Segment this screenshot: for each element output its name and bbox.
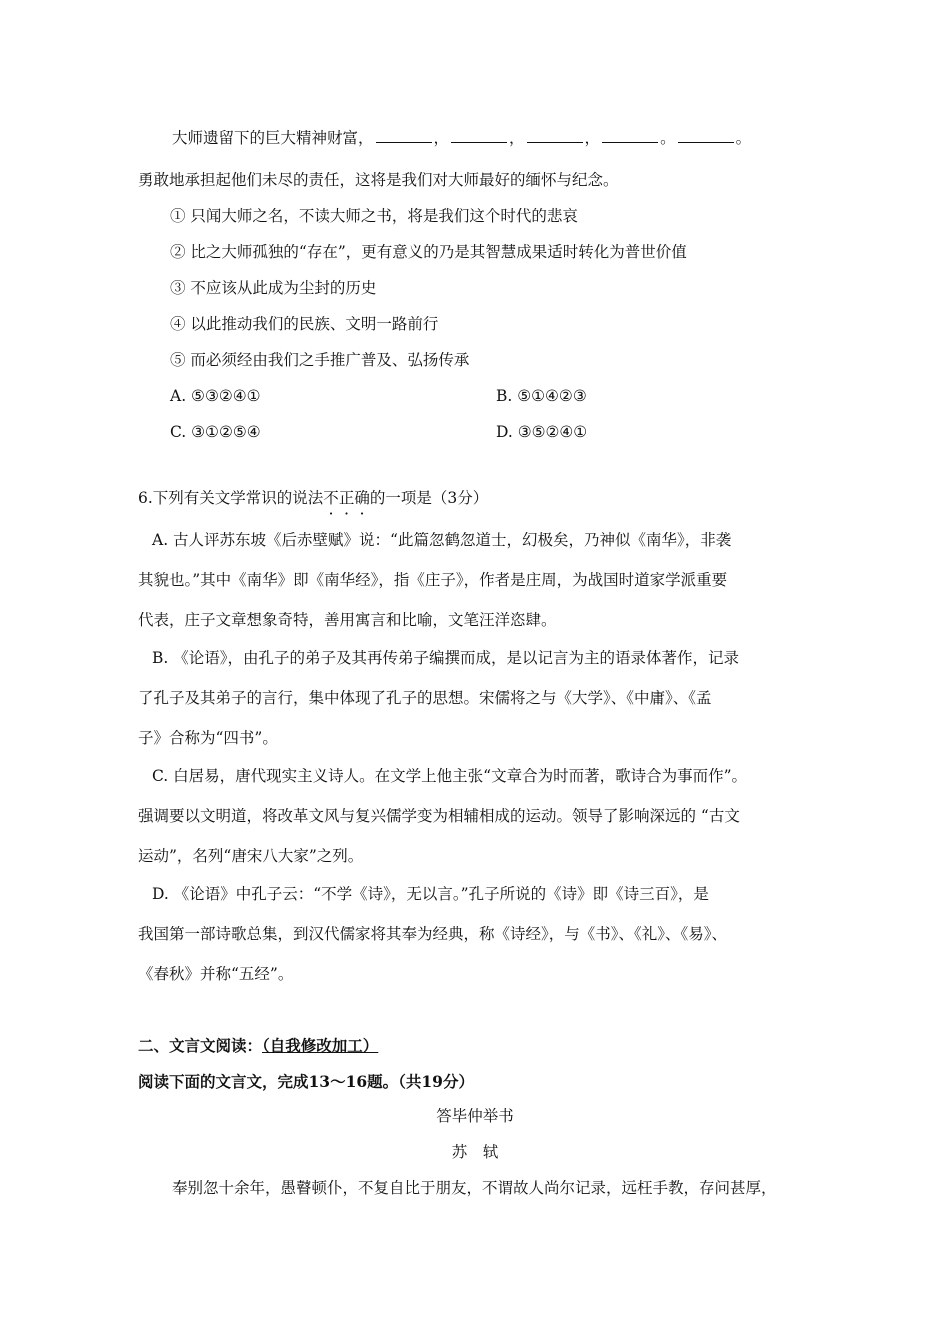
sentence-3: ③ 不应该从此成为尘封的历史 (170, 279, 377, 297)
punctuation: ， (433, 129, 450, 147)
q6-option-d-line-1: D. 《论语》中孔子云：“不学《诗》，无以言。”孔子所说的《诗》即《诗三百》，是 (152, 885, 709, 903)
punctuation: 。 (660, 129, 676, 147)
q6-option-c-line-1: C. 白居易，唐代现实主义诗人。在文学上他主张“文章合为时而著，歌诗合为事而作”。 (152, 767, 748, 785)
q6-option-b-line-3: 子》合称为“四书”。 (138, 729, 278, 747)
section-note: （自我修改加工） (262, 1036, 379, 1055)
q6-option-a-line-2: 其貌也。”其中《南华》即《南华经》，指《庄子》，作者是庄周，为战国时道家学派重要 (138, 571, 728, 589)
emphasis-char: 确 (354, 489, 370, 507)
passage-line-1 (172, 128, 751, 148)
sentence-1: ① 只闻大师之名，不读大师之书，将是我们这个时代的悲哀 (170, 207, 578, 225)
question-text: 的一项是（3分） (369, 489, 489, 507)
option-c: C. ③①②⑤④ (170, 423, 261, 441)
answer-blank (451, 128, 507, 143)
sentence-4: ④ 以此推动我们的民族、文明一路前行 (170, 315, 439, 333)
section-heading (138, 1036, 378, 1056)
punctuation: ， (584, 129, 601, 147)
q6-option-c-line-2: 强调要以文明道，将改革文风与复兴儒学变为相辅相成的运动。领导了影响深远的 “古文 (138, 807, 740, 825)
sentence-2: ② 比之大师孤独的“存在”，更有意义的乃是其智慧成果适时转化为普世价值 (170, 243, 687, 261)
option-b: B. ⑤①④②③ (496, 387, 587, 405)
punctuation: ， (509, 129, 525, 147)
answer-blank (602, 128, 658, 143)
q6-option-a-line-3: 代表，庄子文章想象奇特，善用寓言和比喻，文笔汪洋恣肆。 (138, 611, 557, 629)
q6-option-b-line-2: 了孔子及其弟子的言行，集中体现了孔子的思想。宋儒将之与《大学》、《中庸》、《孟 (138, 689, 712, 707)
answer-blank (678, 128, 734, 143)
essay-author: 苏 轼 (451, 1143, 499, 1161)
option-a: A. ⑤③②④① (170, 387, 261, 405)
emphasis-char: 正 (338, 489, 355, 507)
q6-option-d-line-2: 我国第一部诗歌总集，到汉代儒家将其奉为经典，称《诗经》，与《书》、《礼》、《易》、 (138, 925, 728, 943)
punctuation: 。 (735, 129, 752, 147)
emphasis-char: 不 (323, 489, 339, 507)
sentence-5: ⑤ 而必须经由我们之手推广普及、弘扬传承 (170, 351, 470, 369)
section-instruction: 阅读下面的文言文，完成13～16题。（共19分） (138, 1072, 474, 1091)
answer-blank (527, 128, 583, 143)
answer-blank (376, 128, 432, 143)
question-6-stem (138, 488, 488, 508)
q6-option-a-line-1: A. 古人评苏东坡《后赤壁赋》说：“此篇忽鹤忽道士，幻极矣，乃神似《南华》，非袭 (152, 531, 732, 549)
section-title: 二、文言文阅读： (138, 1036, 263, 1055)
passage-line-2: 勇敢地承担起他们未尽的责任，这将是我们对大师最好的缅怀与纪念。 (138, 171, 619, 189)
option-d: D. ③⑤②④① (496, 423, 588, 441)
question-text: 6.下列有关文学常识的说法 (138, 489, 324, 507)
q6-option-b-line-1: B. 《论语》，由孔子的弟子及其再传弟子编撰而成，是以记言为主的语录体著作，记录 (152, 649, 739, 667)
essay-first-line: 奉别忽十余年，愚瞽顿仆，不复自比于朋友，不谓故人尚尔记录，远枉手教，存问甚厚， (172, 1179, 777, 1197)
q6-option-c-line-3: 运动”，名列“唐宋八大家”之列。 (138, 847, 364, 865)
q6-option-d-line-3: 《春秋》并称“五经”。 (138, 965, 294, 983)
essay-title: 答毕仲举书 (436, 1107, 514, 1125)
passage-text: 大师遗留下的巨大精神财富， (172, 129, 374, 147)
